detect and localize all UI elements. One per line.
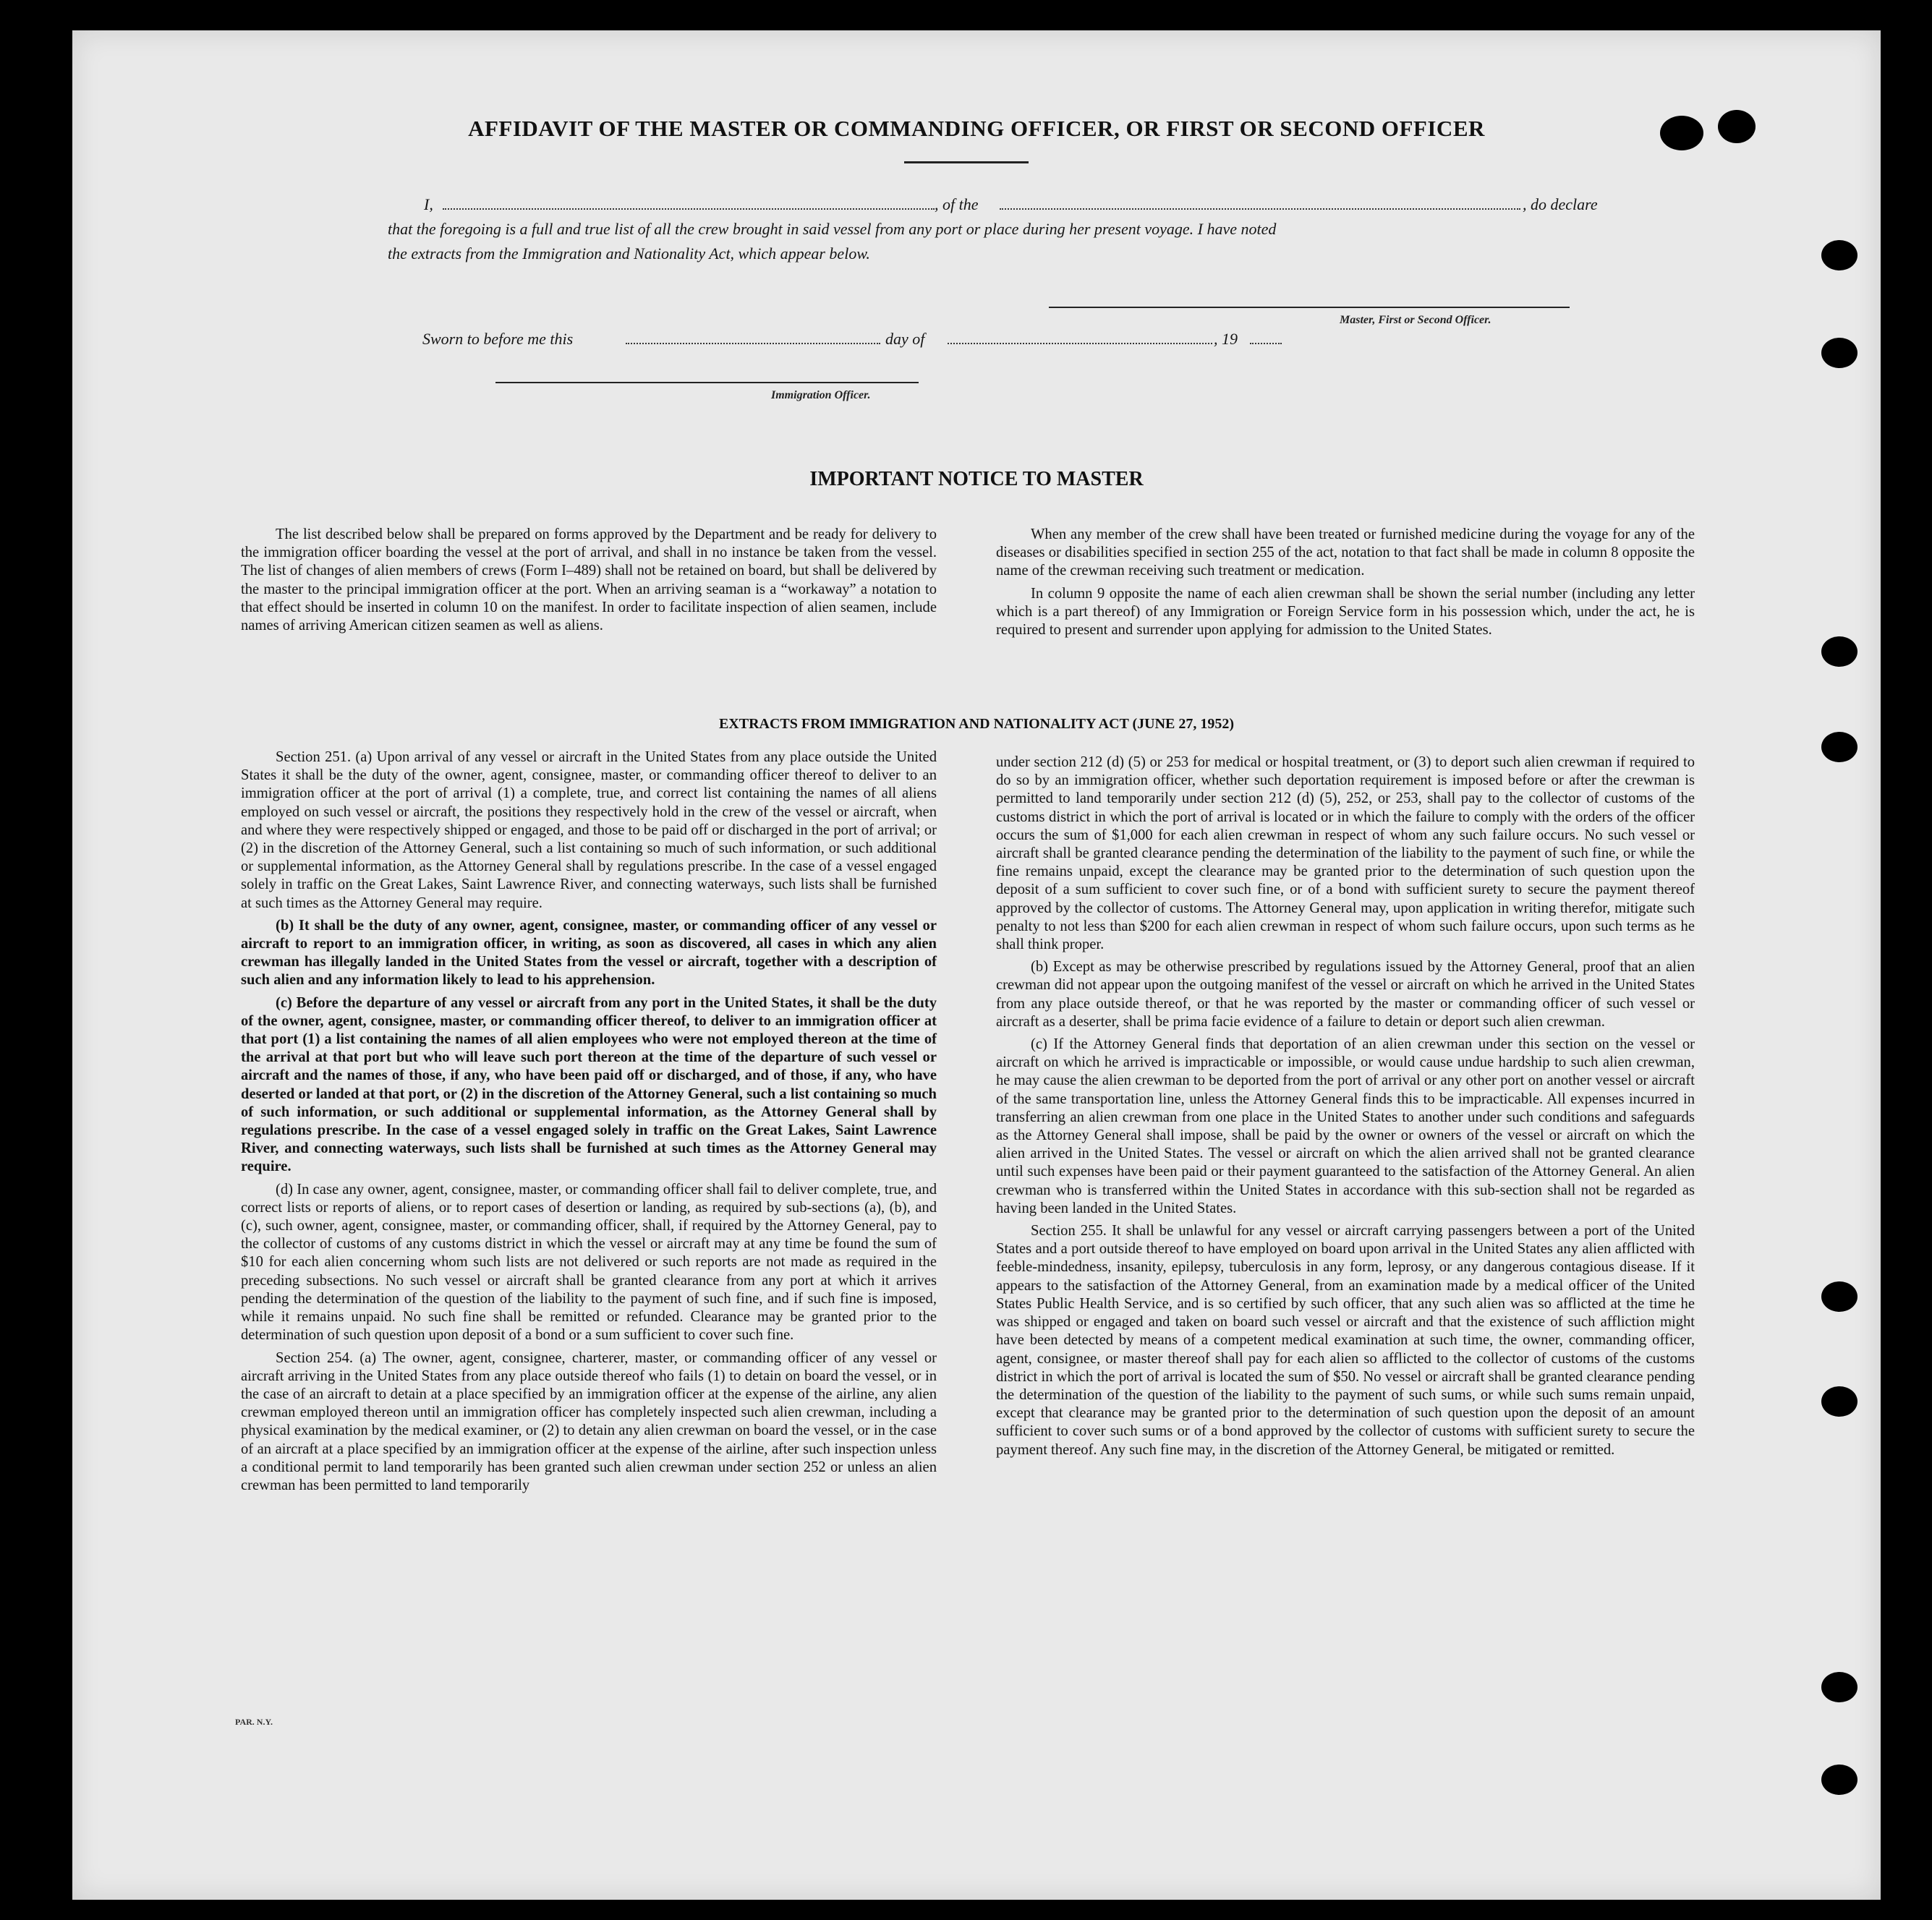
section-251-b: (b) It shall be the duty of any owner, agent, consignee, master, or commanding officer of any vessel or aircraft to report to an immigration officer, in writing, as soon as discovered, all cases in which any alien crewman has illegally landed in the United States from the vessel or aircraft, together with a description of such alien and any information likely to lead to his apprehension. [241, 917, 937, 989]
sworn-day-field[interactable] [626, 343, 880, 344]
affidavit-do-declare: , do declare [1523, 195, 1598, 213]
printer-code: PAR. N.Y. [235, 1717, 273, 1727]
section-254-c: (c) If the Attorney General finds that deportation of an alien crewman under this section on the vessel or aircraft on which he arrived is impracticable or impossible, or would cause undue hardship to such alien crewman, he may cause the alien crewman to be deported from the port of arrival or any other port on another vessel or aircraft of the same transportation line, unless the Attorney General finds this to be impracticable. All expenses incurred in transferring an alien crewman from one place in the United States to another under such conditions and safeguards as the Attorney General shall impose, shall be paid by the owner or owners of the vessel or aircraft on which the alien arrived in the United States. The vessel or aircraft on which the alien arrived shall not be granted clearance until such expenses have been paid or their payment guaranteed to the satisfaction of the Attorney General. An alien crewman who is transferred within the United States in accordance with this sub-section shall not be regarded as having been landed in the United States. [996, 1036, 1695, 1216]
day-of-text: day of [885, 330, 925, 348]
sworn-year-field[interactable] [1250, 343, 1282, 344]
extracts-title: EXTRACTS FROM IMMIGRATION AND NATIONALITY ACT (JUNE 27, 1952) [718, 716, 1235, 732]
affidavit-title: AFFIDAVIT OF THE MASTER OR COMMANDING OFFICER, OR FIRST OR SECOND OFFICER [468, 116, 1485, 141]
sworn-month-field[interactable] [948, 343, 1212, 344]
section-251-c: (c) Before the departure of any vessel or aircraft from any port in the United States, it shall be the duty of the owner, agent, consignee, master, or commanding officer thereof, to deliver to an immigration officer at that port (1) a list containing the names of all alien employees who were not employed thereon at the time of the arrival at that port but who will leave such port thereon at the time of the departure of such vessel or aircraft and the names of those, if any, who have been paid off or discharged, and of those, if any, who have deserted or landed at that port, or (2) in the discretion of the Attorney General, such a list containing so much of such information, or such additional or supplemental information, as the Attorney General shall by regulations prescribe. In the case of a vessel engaged solely in traffic on the Great Lakes, Saint Lawrence River, and connecting waterways, such lists shall be furnished at such times as the Attorney General may require. [241, 994, 937, 1175]
section-254-a-continued: under section 212 (d) (5) or 253 for medical or hospital treatment, or (3) to deport such alien crewman if required to do so by an immigration officer, whether such deportation requirement is imposed before or after the crewman is permitted to land temporarily under section 212 (d) (5), 252, or 253, shall pay to the collector of customs of the customs district in which the port of arrival is located or in which the failure to comply with the orders of the officer occurs the sum of $1,000 for each alien crewman in respect of whom any such failure occurs. No such vessel or aircraft shall be granted clearance pending the determination of the liability to the payment of such fine, or while the fine remains unpaid, except the clearance may be granted prior to the determination of such question upon the deposit of a sum sufficient to cover such fine, or of a bond with sufficient surety to secure the payment thereof approved by the collector of customs. The Attorney General may, upon application in writing therefor, mitigate such penalty to not less than $200 for each alien crewman in respect of whom such failure occurs, upon such terms as he shall think proper. [996, 754, 1695, 953]
punch-hole [1821, 1386, 1857, 1417]
punch-hole [1821, 1765, 1857, 1795]
affidavit-of-the: , of the [935, 195, 979, 213]
master-signature-label: Master, First or Second Officer. [1340, 314, 1491, 326]
section-251-d: (d) In case any owner, agent, consignee, master, or commanding officer shall fail to deliver complete, true, and correct lists or reports of aliens, or to report cases of desertion or landing, as required by sub-sections (a), (b), and (c), such owner, agent, consignee, master, or commanding officer, shall, if required by the Attorney General, pay to the collector of customs of any customs district in which the vessel or aircraft may at any time be found the sum of $10 for each alien concerning whom such lists are not delivered or such reports are not made as required in the preceding subsections. No such vessel or aircraft shall be granted clearance from any port at which it arrives pending the determination of the question of the liability to the payment of such fine, and if such fine is imposed, while it remains unpaid. No such fine shall be remitted or refunded. Clearance may be granted prior to the determination of such question upon deposit of a bond or a sum sufficient to cover such fine. [241, 1181, 937, 1344]
notice-right-column [996, 526, 1695, 644]
form-page [72, 30, 1881, 1900]
notice-right-paragraph-1: When any member of the crew shall have been treated or furnished medicine during the voyage for any of the diseases or disabilities specified in section 255 of the act, notation to that fact shall be made in column 8 opposite the name of the crewman receiving such treatment or medication. [996, 526, 1695, 579]
punch-hole [1821, 636, 1857, 667]
punch-hole [1821, 1281, 1857, 1312]
section-254-b: (b) Except as may be otherwise prescribed by regulations issued by the Attorney General, proof that an alien crewman did not appear upon the outgoing manifest of the vessel or aircraft on which he arrived in the United States from any place outside thereof, or that he was reported by the master or commanding officer of such vessel or aircraft as a deserter, shall be prima facie evidence of a failure to detain or deport such alien crewman. [996, 959, 1695, 1030]
vessel-field[interactable] [1000, 208, 1520, 210]
notice-right-paragraph-2: In column 9 opposite the name of each alien crewman shall be shown the serial number (including any letter which is a part thereof) of any Immigration or Foreign Service form in his possession which, under the act, he is required to present and surrender upon applying for admission to the United States. [996, 585, 1695, 639]
punch-hole [1821, 1672, 1857, 1702]
name-field[interactable] [443, 208, 935, 210]
section-254-a: Section 254. (a) The owner, agent, consignee, charterer, master, or commanding officer of any vessel or aircraft arriving in the United States from any place outside thereof who fails (1) to detain on board the vessel, or in the case of an aircraft to detain at a place specified by an immigration officer at the expense of the airline, any alien crewman employed thereon until an immigration officer has completely inspected such alien crewman, including a physical examination by the medical examiner, or (2) to detain any alien crewman on board the vessel, or in the case of an aircraft at a place specified by an immigration officer at the expense of the airline, after such inspection unless a conditional permit to land temporarily has been granted such alien crewman under section 252 or unless an alien crewman has been permitted to land temporarily [241, 1349, 937, 1493]
officer-signature-label: Immigration Officer. [771, 389, 871, 401]
extracts-right-column [996, 754, 1695, 1464]
notice-title: IMPORTANT NOTICE TO MASTER [809, 468, 1144, 490]
title-underline [904, 161, 1029, 163]
affidavit-line3: the extracts from the Immigration and Nationality Act, which appear below. [388, 244, 870, 263]
section-255: Section 255. It shall be unlawful for any vessel or aircraft carrying passengers between a port of the United States and a port outside thereof to have employed on board upon arrival in the United States any alien afflicted with feeble-mindedness, insanity, epilepsy, tuberculosis in any form, leprosy, or any dangerous contagious disease. If it appears to the satisfaction of the Attorney General, from an examination made by a medical officer of the United States Public Health Service, and is so certified by such officer, that any such alien was so afflicted at the time he was shipped or engaged and taken on board such vessel or aircraft and that the existence of such affliction might have been detected by means of a competent medical examination at such time, the owner, commanding officer, agent, consignee, or master thereof shall pay for each alien so afflicted to the collector of customs of the customs district in which the port of arrival is located the sum of $50. No vessel or aircraft shall be granted clearance pending the determination of the question of the liability to the payment of such sums, or while such sums remain unpaid, except that clearance may be granted prior to the determination of such question upon the deposit of an amount sufficient to cover such sums or of a bond approved by the collector of customs with sufficient surety to secure the payment thereof. Any such fine may, in the discretion of the Attorney General, be mitigated or remitted. [996, 1223, 1695, 1458]
section-251-a: Section 251. (a) Upon arrival of any vessel or aircraft in the United States from any place outside the United States it shall be the duty of the owner, agent, consignee, master, or commanding officer thereof to deliver to an immigration officer at the port of arrival (1) a complete, true, and correct list containing the names of all aliens employed on such vessel or aircraft, the positions they respectively hold in the crew of the vessel or aircraft, when and where they were respectively shipped or engaged, and those to be paid off or discharged in the port of arrival; or (2) in the discretion of the Attorney General, such a list containing so much of such information, or such additional or supplemental information, as the Attorney General shall by regulations prescribe. In the case of a vessel engaged solely in traffic on the Great Lakes, Saint Lawrence River, and connecting waterways, such lists shall be furnished at such times as the Attorney General may require. [241, 749, 937, 911]
affidavit-line2: that the foregoing is a full and true list of all the crew brought in said vessel from any port or place during her present voyage. I have noted [388, 220, 1277, 238]
punch-hole [1821, 338, 1857, 368]
extracts-left-column [241, 748, 937, 1499]
notice-left-column [241, 526, 937, 639]
master-signature-line[interactable] [1049, 307, 1570, 308]
punch-hole [1821, 240, 1857, 270]
punch-hole [1821, 732, 1857, 762]
officer-signature-line[interactable] [495, 382, 919, 383]
affidavit-line1-i: I, [424, 195, 433, 213]
sworn-text: Sworn to before me this [422, 330, 574, 348]
notice-left-paragraph: The list described below shall be prepared on forms approved by the Department and be ready for delivery to the immigration officer boarding the vessel at the port of arrival, and shall in no instance be taken from the vessel. The list of changes of alien members of crews (Form I–489) shall not be retained on board, but shall be delivered by the master to the principal immigration officer at the port. When an arriving seaman is a “workaway” a notation to that effect should be inserted in column 10 on the manifest. In order to facilitate inspection of alien seamen, include names of arriving American citizen seamen as well as aliens. [241, 526, 937, 634]
year-prefix: , 19 [1214, 330, 1238, 348]
